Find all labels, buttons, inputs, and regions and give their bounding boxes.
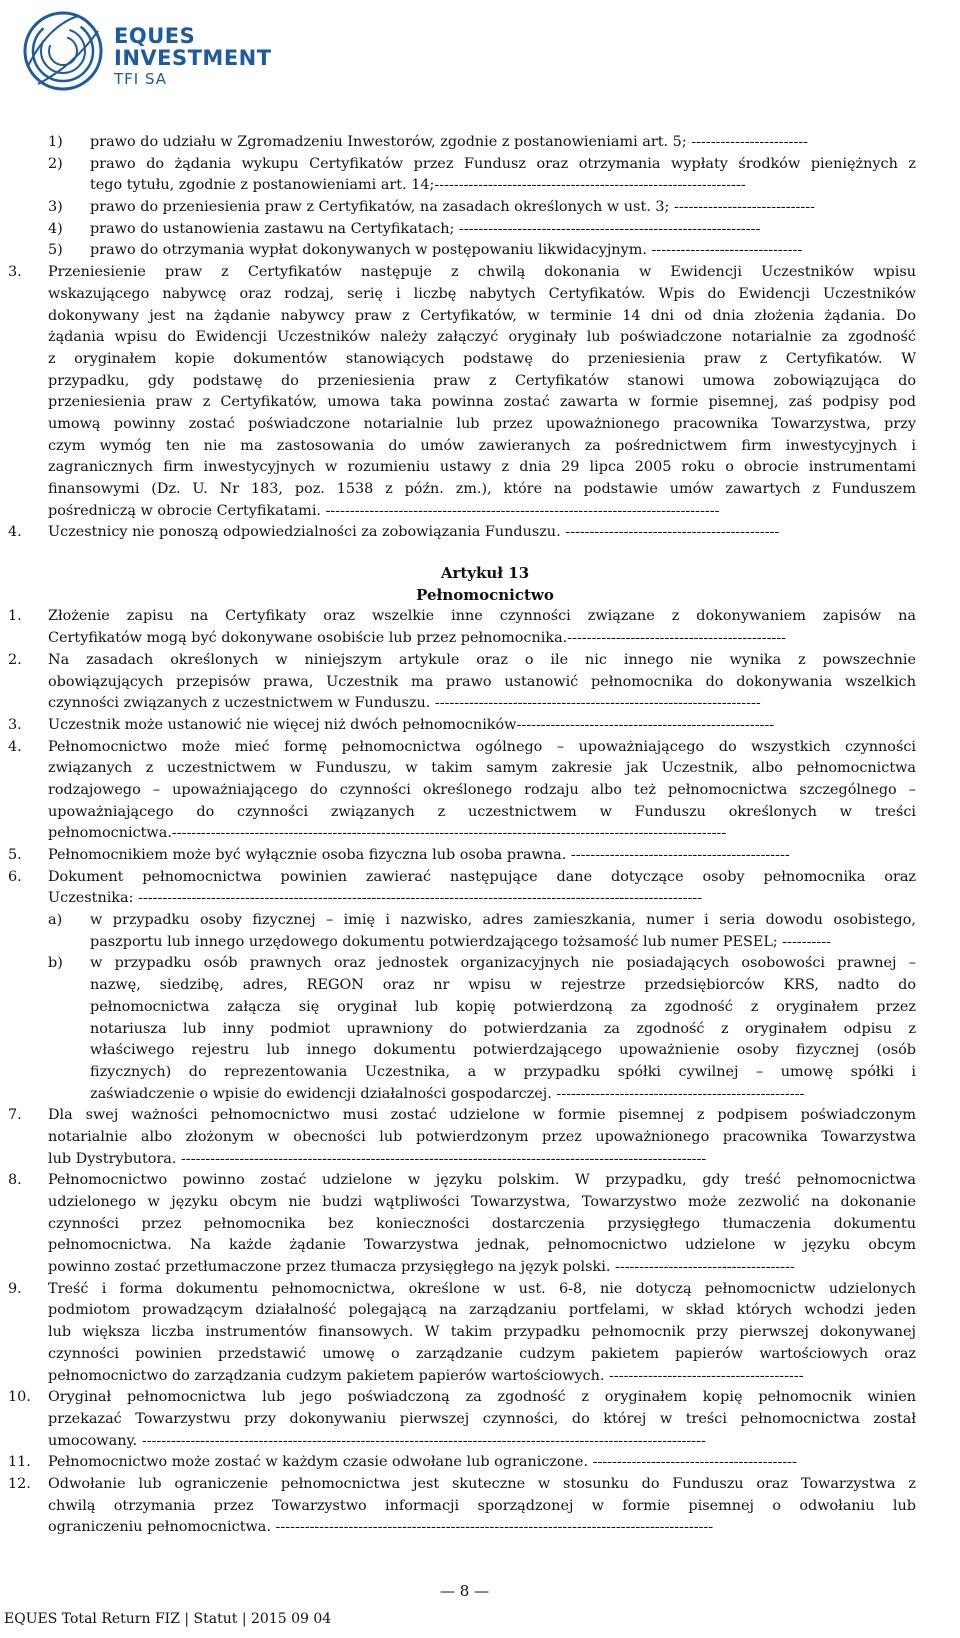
- line-text: czynności powinien przedstawić umowę o zarządzanie cudzym pakietem papierów wartościowych oraz: [48, 1345, 916, 1362]
- line-text: prawo do udziału w Zgromadzeniu Inwestorów, zgodnie z postanowieniami art. 5; ------------------------: [90, 134, 808, 150]
- text-line: [0, 1214, 960, 1236]
- text-line: [0, 606, 960, 628]
- text-line: [0, 1084, 960, 1106]
- line-text: nazwę, siedzibę, adres, REGON oraz nr wpisu w rejestrze przedsiębiorców KRS, nadto do: [90, 977, 916, 994]
- text-line: [0, 1062, 960, 1084]
- list-number: 3.: [8, 716, 22, 733]
- text-line: [0, 1344, 960, 1366]
- list-number: a): [48, 912, 63, 929]
- text-line: [0, 132, 960, 154]
- line-text: Pełnomocnictwo może mieć formę pełnomocnictwa ogólnego – upoważniającego do wszystkich czynności: [48, 738, 916, 755]
- line-text: lub Dystrybutora. ------------------------------------------------------------------------------------------------------------: [48, 1150, 707, 1167]
- list-number: 11.: [8, 1454, 31, 1471]
- text-line: [0, 715, 960, 737]
- text-line: [0, 284, 960, 306]
- line-text: właściwego rejestru lub innego dokumentu potwierdzającego upoważnienie osoby fizycznej (osób: [90, 1042, 916, 1059]
- text-line: [0, 306, 960, 328]
- list-number: 2): [48, 155, 63, 172]
- line-text: w przypadku osób prawnych oraz jednostek organizacyjnych nie posiadających osobowości prawnej –: [90, 955, 916, 972]
- text-line: [0, 1192, 960, 1214]
- text-line: [0, 1235, 960, 1257]
- logo-text-line1: EQUES: [114, 24, 196, 48]
- text-line: [0, 997, 960, 1019]
- line-text: pełnomocnictwa.------------------------------------------------------------------------------------------------------------------: [48, 825, 727, 842]
- company-logo: [18, 6, 278, 96]
- text-line: [0, 154, 960, 176]
- line-text: pośredniczą w obrocie Certyfikatami. ---------------------------------------------------------------------------------: [48, 502, 720, 519]
- list-number: 5.: [8, 847, 22, 863]
- line-text: Odwołanie lub ograniczenie pełnomocnictwa jest skuteczne w stosunku do Funduszu oraz Towarzystwa z: [48, 1475, 916, 1492]
- line-text: ograniczeniu pełnomocnictwa. ------------------------------------------------------------------------------------------: [48, 1519, 714, 1536]
- line-text: powinno zostać przetłumaczone przez tłumacza przysięgłego na język polski. -------------------------------------: [48, 1259, 795, 1276]
- text-line: [0, 414, 960, 436]
- text-line: [0, 672, 960, 694]
- line-text: finansowymi (Dz. U. Nr 183, poz. 1538 z późn. zm.), które na podstawie umów zawartych z Funduszem: [48, 481, 916, 497]
- line-text: związanych z uczestnictwem w Funduszu, w takim samym zakresie jak Uczestnik, albo pełnomocnictwa: [48, 760, 916, 777]
- text-line: [0, 501, 960, 523]
- text-line: [0, 802, 960, 824]
- list-number: b): [48, 955, 63, 972]
- text-line: [0, 1322, 960, 1344]
- line-text: Pełnomocnikiem może być wyłącznie osoba fizyczna lub osoba prawna. ---------------------------------------------: [48, 847, 790, 863]
- line-text: rodzajowego – upoważniającego do czynności określonego rodzaju albo też pełnomocnictwa szczególnego –: [48, 781, 916, 798]
- text-line: [0, 262, 960, 284]
- text-line: [0, 1387, 960, 1409]
- line-text: prawo do otrzymania wypłat dokonywanych w postępowaniu likwidacyjnym. -------------------------------: [90, 242, 803, 259]
- text-line: [0, 240, 960, 262]
- line-text: pełnomocnictwa. Na każde żądanie Towarzystwa jednak, pełnomocnictwo udzielone w języku obcym: [48, 1237, 916, 1254]
- text-line: [0, 1496, 960, 1518]
- line-text: podmiotom prowadzącym działalność polegającą na zarządzaniu portfelami, w skład których wchodzi jeden: [48, 1302, 916, 1319]
- line-text: umową powinny zostać poświadczone notarialnie lub przez upoważnionego pracownika Towarzystwa, przy: [48, 415, 916, 432]
- text-line: [0, 758, 960, 780]
- footer-document-info: EQUES Total Return FIZ | Statut | 2015 09 04: [4, 1611, 332, 1627]
- text-line: [0, 327, 960, 349]
- line-text: umocowany. --------------------------------------------------------------------------------------------------------------------: [48, 1432, 706, 1449]
- list-number: 10.: [8, 1389, 31, 1406]
- text-line: [0, 175, 960, 197]
- line-text: Złożenie zapisu na Certyfikaty oraz wszelkie inne czynności związane z dokonywaniem zapisów na: [48, 608, 916, 625]
- line-text: prawo do przeniesienia praw z Certyfikatów, na zasadach określonych w ust. 3; -----------------------------: [90, 199, 815, 216]
- line-text: Na zasadach określonych w niniejszym artykule oraz o ile nic innego nie wynika z powszechnie: [48, 651, 916, 668]
- text-line: [0, 1366, 960, 1388]
- text-line: [0, 693, 960, 715]
- line-text: notarialnie albo złożonym w obecności lub potwierdzonym przez upoważnionego pracownika Towarzystwa: [48, 1128, 916, 1145]
- line-text: czynności przez pełnomocnika bez konieczności dostarczenia przysięgłego tłumaczenia dokumentu: [48, 1215, 916, 1232]
- list-number: 12.: [8, 1475, 31, 1492]
- list-number: 4.: [8, 524, 22, 541]
- text-line: [0, 197, 960, 219]
- text-line: [0, 219, 960, 241]
- line-text: prawo do żądania wykupu Certyfikatów przez Fundusz oraz otrzymania wypłaty środków pieniężnych z: [90, 155, 916, 172]
- line-text: udzielonego w języku obcym nie budzi wątpliwości Towarzystwa, Towarzystwo może zezwolić na dokonanie: [48, 1194, 916, 1210]
- line-text: przekazać Towarzystwu przy dokonywaniu pierwszej czynności, do której w treści pełnomocnictwa został: [48, 1410, 916, 1427]
- text-line: [0, 457, 960, 479]
- text-line: [0, 1300, 960, 1322]
- line-text: Przeniesienie praw z Certyfikatów następuje z chwilą dokonania w Ewidencji Uczestników wpisu: [48, 264, 916, 281]
- line-text: Uczestnika: --------------------------------------------------------------------------------------------------------------------: [48, 890, 703, 907]
- list-number: 8.: [8, 1172, 22, 1189]
- line-text: lub większa liczba instrumentów finansowych. W takim przypadku pełnomocnik przy pierwszej dokonywanej: [48, 1324, 916, 1341]
- text-line: [0, 1105, 960, 1127]
- list-number: 3.: [8, 264, 22, 281]
- list-number: 9.: [8, 1280, 22, 1297]
- text-line: [0, 436, 960, 458]
- text-line: [0, 349, 960, 371]
- list-number: 4.: [8, 738, 22, 755]
- line-text: czym wymóg ten nie ma zastosowania do umów zawieranych za pośrednictwem firm inwestycyjnych i: [48, 437, 916, 454]
- line-text: Dla swej ważności pełnomocnictwo musi zostać udzielone w formie pisemnej z podpisem poświadczonym: [48, 1107, 916, 1124]
- logo-text-line2: INVESTMENT: [114, 46, 272, 70]
- list-number: 6.: [8, 868, 22, 885]
- list-number: 2.: [8, 651, 22, 668]
- line-text: Dokument pełnomocnictwa powinien zawierać następujące dane dotyczące osoby pełnomocnika oraz: [48, 868, 916, 885]
- text-line: [0, 1040, 960, 1062]
- spacer: [0, 544, 960, 563]
- line-text: obowiązujących przepisów prawa, Uczestnik ma prawo ustanowić pełnomocnika do dokonywania wszelkich: [48, 673, 916, 690]
- text-line: [0, 1127, 960, 1149]
- line-text: chwilą otrzymania przez Towarzystwo informacji sporządzonej w formie pisemnej o odwołaniu lub: [48, 1497, 916, 1514]
- logo-text-line3: TFI SA: [114, 70, 168, 88]
- text-line: [0, 1517, 960, 1539]
- line-text: Certyfikatów mogą być dokonywane osobiście lub przez pełnomocnika.---------------------------------------------: [48, 630, 787, 647]
- text-line: [0, 479, 960, 501]
- line-text: notariusza lub inny podmiot uprawniony do potwierdzania za zgodność z oryginałem odpisu z: [90, 1020, 916, 1037]
- line-text: zagranicznych firm inwestycyjnych w rozumieniu ustawy z dnia 29 lipca 2005 roku o obrocie instrumentami: [48, 459, 916, 476]
- text-line: [0, 932, 960, 954]
- line-text: żądania wpisu do Ewidencji Uczestników należy załączyć oryginały lub poświadczone notarialnie za zgodność: [48, 329, 916, 346]
- text-line: [0, 1170, 960, 1192]
- text-line: [0, 1257, 960, 1279]
- line-text: prawo do ustanowienia zastawu na Certyfikatach; --------------------------------------------------------------: [90, 220, 761, 237]
- text-line: [0, 737, 960, 759]
- line-text: przypadku, gdy podstawę do przeniesienia praw z Certyfikatów stanowi umowa zobowiązująca do: [48, 372, 916, 389]
- text-line: [0, 628, 960, 650]
- text-line: [0, 780, 960, 802]
- text-line: [0, 1431, 960, 1453]
- text-line: [0, 953, 960, 975]
- text-line: [0, 845, 960, 867]
- line-text: Pełnomocnictwo powinno zostać udzielone w języku polskim. W przypadku, gdy treść pełnomocnictwa: [48, 1172, 916, 1189]
- line-text: Uczestnik może ustanowić nie więcej niż dwóch pełnomocników-----------------------------------------------------: [48, 716, 775, 733]
- line-text: pełnomocnictwa załącza się oryginał lub kopię potwierdzoną za zgodność z oryginałem przez: [90, 998, 916, 1015]
- line-text: Uczestnicy nie ponoszą odpowiedzialności za zobowiązania Funduszu. --------------------------------------------: [48, 524, 780, 541]
- list-number: 5): [48, 242, 63, 259]
- line-text: dokonywany jest na żądanie nabywcy praw z Certyfikatów, w terminie 14 dni od dnia złożenia żądania. Do: [48, 307, 916, 324]
- text-line: [0, 392, 960, 414]
- list-number: 4): [48, 220, 63, 237]
- line-text: wskazującego nabywcę oraz rodzaj, serię i liczbę nabytych Certyfikatów. Wpis do Ewidencji Uczestników: [48, 285, 916, 302]
- line-text: pełnomocnictwo do zarządzania cudzym pakietem papierów wartościowych. ----------------------------------------: [48, 1367, 804, 1384]
- text-line: [0, 1279, 960, 1301]
- text-line: [0, 1409, 960, 1431]
- text-line: [0, 888, 960, 910]
- line-text: tego tytułu, zgodnie z postanowieniami art. 14;----------------------------------------------------------------: [90, 177, 746, 194]
- line-text: zaświadczenie o wpisie do ewidencji działalności gospodarczej. ---------------------------------------------------: [90, 1085, 805, 1102]
- text-line: [0, 910, 960, 932]
- text-line: [0, 867, 960, 889]
- line-text: upoważniającego do czynności związanych z uczestnictwem w Funduszu określonych w treści: [48, 803, 916, 820]
- text-line: [0, 1452, 960, 1474]
- line-text: Pełnomocnictwo może zostać w każdym czasie odwołane lub ograniczone. ------------------------------------------: [48, 1454, 797, 1471]
- list-number: 3): [48, 199, 63, 216]
- list-number: 1.: [8, 608, 22, 625]
- line-text: paszportu lub innego urzędowego dokumentu potwierdzającego tożsamość lub numer PESEL; ----------: [90, 933, 831, 950]
- page-number: — 8 —: [440, 1582, 490, 1600]
- line-text: Treść i forma dokumentu pełnomocnictwa, określone w ust. 6-8, nie dotyczą pełnomocnictw udzielonych: [48, 1280, 916, 1297]
- line-text: z oryginałem kopie dokumentów stanowiących podstawę do przeniesienia praw z Certyfikatów. W: [48, 350, 916, 367]
- line-text: w przypadku osoby fizycznej – imię i nazwisko, adres zamieszkania, numer i seria dowodu osobistego,: [90, 912, 916, 929]
- line-text: fizycznych) do reprezentowania Uczestnika, a w przypadku spółki cywilnej – umowę spółki i: [90, 1063, 916, 1080]
- text-line: [0, 1474, 960, 1496]
- list-number: 1): [48, 134, 63, 150]
- text-line: [0, 371, 960, 393]
- text-line: [0, 823, 960, 845]
- line-text: Oryginał pełnomocnictwa lub jego poświadczoną za zgodność z oryginałem kopię pełnomocnik winien: [48, 1389, 916, 1406]
- document-body: [0, 132, 960, 1539]
- text-line: [0, 650, 960, 672]
- article-heading: Pełnomocnictwo: [416, 585, 554, 604]
- line-text: przeniesienia praw z Certyfikatów, umowa taka powinna zostać zawarta w formie pisemnej, zaś podpisy pod: [48, 394, 916, 411]
- text-line: [0, 975, 960, 997]
- swirl-logo-icon: [18, 6, 108, 96]
- article-heading: Artykuł 13: [440, 564, 530, 583]
- list-number: 7.: [8, 1107, 22, 1124]
- text-line: [0, 1019, 960, 1041]
- text-line: [0, 1149, 960, 1171]
- line-text: czynności związanych z uczestnictwem w Funduszu. -------------------------------------------------------------------: [48, 695, 761, 712]
- text-line: [0, 522, 960, 544]
